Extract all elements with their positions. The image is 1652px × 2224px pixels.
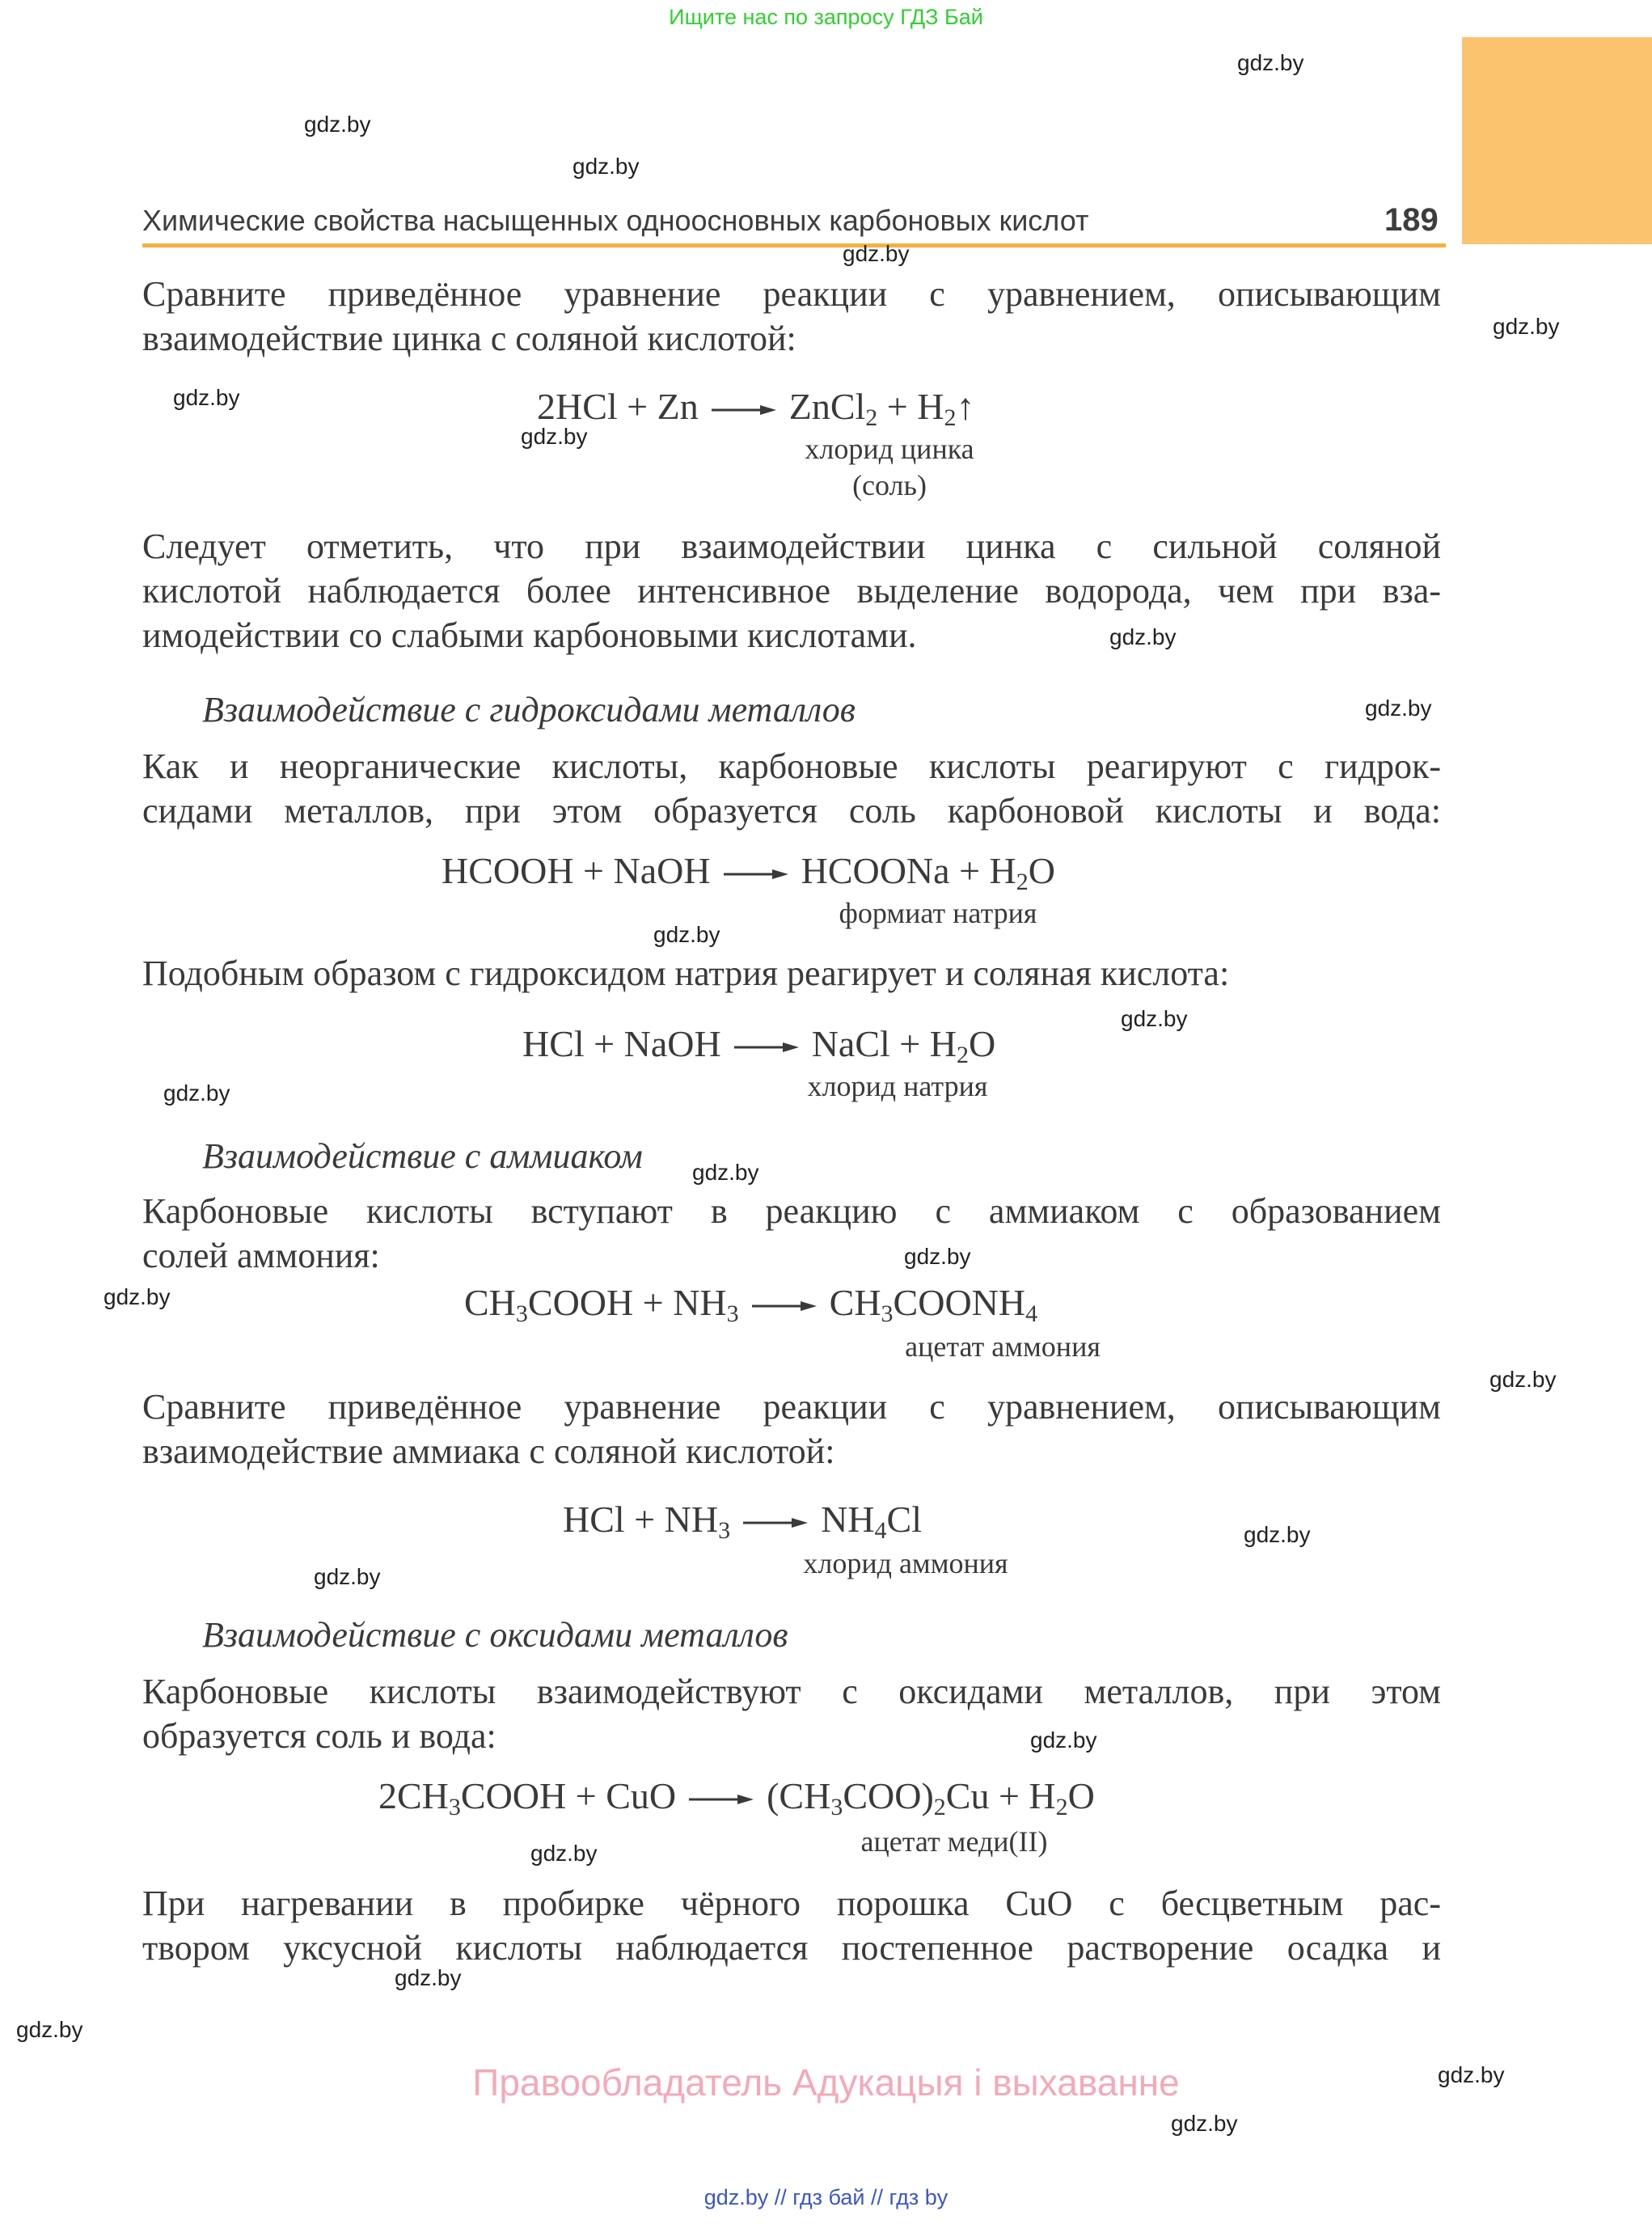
top-banner[interactable]: Ищите нас по запросу ГДЗ Бай [669, 5, 983, 29]
reaction-arrow-icon [724, 869, 788, 880]
paragraph-7-line-2: образуется соль и вода: [142, 1716, 496, 1756]
watermark: gdz.by [1109, 624, 1177, 649]
reaction-arrow-icon [743, 1517, 808, 1528]
paragraph-4: Подобным образом с гидроксидом натрия реагирует и соляная кислота: [142, 953, 1230, 993]
watermark: gdz.by [163, 1080, 230, 1106]
watermark: gdz.by [1121, 1006, 1188, 1031]
equation-hcl-ammonia: HCl + $NH_3$ $NH_4Cl$ [563, 1499, 922, 1544]
paragraph-2-line-3: имодействии со слабыми карбоновыми кислотами. [142, 615, 917, 655]
reaction-arrow-icon [734, 1042, 799, 1053]
paragraph-8-line-2: твором уксусной кислоты наблюдается постепенное растворение осадка и [142, 1928, 1441, 1968]
caption-ammonium-chloride: хлорид аммония [803, 1547, 1008, 1579]
watermark: gdz.by [16, 2017, 83, 2042]
equation-acetic-cuo: $2CH_3COOH$ + CuO $(CH_3COO)_2Cu + H_2O$ [378, 1775, 1095, 1820]
running-header-title: Химические свойства насыщенных одноосновных карбоновых кислот [142, 204, 1089, 237]
watermark: gdz.by [1030, 1727, 1097, 1753]
paragraph-1-line-2: взаимодействие цинка с соляной кислотой: [142, 319, 796, 358]
watermark: gdz.by [1438, 2062, 1505, 2087]
orange-corner-tab [1462, 37, 1652, 244]
bottom-site-links[interactable]: gdz.by // гдз бай // гдз by [703, 2185, 949, 2209]
watermark: gdz.by [521, 424, 588, 449]
watermark: gdz.by [104, 1284, 171, 1309]
section-heading-oxides: Взаимодействие с оксидами металлов [202, 1615, 788, 1655]
paragraph-8-line-1: При нагревании в пробирке чёрного порошка CuO с бесцветным рас- [142, 1884, 1441, 1923]
equation-zinc-hcl: 2HCl + Zn ZnCl$_2$ + $H_2↑$ [537, 386, 975, 431]
watermark: gdz.by [692, 1160, 759, 1185]
paragraph-7-line-1: Карбоновые кислоты взаимодействуют с оксидами металлов, при этом [142, 1672, 1441, 1711]
equation-acetic-ammonia: $CH_3COOH + NH_3$ $CH_3COONH_4$ [464, 1282, 1038, 1327]
watermark: gdz.by [1365, 696, 1432, 721]
header-rule [142, 243, 1446, 247]
paragraph-2-line-1: Следует отметить, что при взаимодействии цинка с сильной соляной [142, 526, 1441, 566]
paragraph-3-line-2: сидами металлов, при этом образуется соль карбоновой кислоты и вода: [142, 791, 1441, 831]
watermark: gdz.by [572, 154, 640, 179]
watermark: gdz.by [1489, 1367, 1557, 1392]
watermark: gdz.by [1244, 1522, 1311, 1547]
caption-sodium-formate: формиат натрия [839, 897, 1037, 929]
paragraph-6-line-2: взаимодействие аммиака с соляной кислотой: [142, 1431, 835, 1471]
caption-salt: (соль) [852, 469, 927, 501]
watermark: gdz.by [843, 241, 910, 266]
section-heading-hydroxides: Взаимодействие с гидроксидами металлов [202, 690, 856, 729]
watermark: gdz.by [314, 1564, 381, 1589]
watermark: gdz.by [653, 922, 720, 947]
paragraph-5-line-2: солей аммония: [142, 1236, 380, 1275]
paragraph-6-line-1: Сравните приведённое уравнение реакции с уравнением, описывающим [142, 1387, 1441, 1427]
paragraph-1-line-1: Сравните приведённое уравнение реакции с уравнением, описывающим [142, 274, 1441, 314]
caption-sodium-chloride: хлорид натрия [807, 1070, 988, 1102]
watermark: gdz.by [530, 1841, 598, 1866]
paragraph-5-line-1: Карбоновые кислоты вступают в реакцию с аммиаком с образованием [142, 1191, 1441, 1231]
gas-arrow-icon: ↑ [956, 386, 975, 427]
reaction-arrow-icon [752, 1300, 817, 1312]
caption-zinc-chloride: хлорид цинка [805, 433, 974, 465]
page-number: 189 [1384, 202, 1439, 238]
paragraph-3-line-1: Как и неорганические кислоты, карбоновые кислоты реагируют с гидрок- [142, 746, 1441, 786]
equation-hcl-naoh: HCl + NaOH NaCl + $H_2O$ [522, 1023, 996, 1068]
reaction-arrow-icon [689, 1794, 754, 1805]
equation-formic-naoh: HCOOH + NaOH HCOONa + $H_2O$ [442, 850, 1055, 895]
caption-ammonium-acetate: ацетат аммония [905, 1330, 1101, 1363]
watermark: gdz.by [304, 112, 371, 137]
copyright-owner-note: Правообладатель Адукацыя і выхаванне [472, 2061, 1180, 2103]
caption-copper-acetate: ацетат меди(II) [860, 1825, 1048, 1858]
watermark: gdz.by [173, 385, 240, 410]
watermark: gdz.by [1171, 2111, 1238, 2136]
section-heading-ammonia: Взаимодействие с аммиаком [202, 1136, 643, 1176]
paragraph-2-line-2: кислотой наблюдается более интенсивное выделение водорода, чем при вза- [142, 571, 1441, 611]
watermark: gdz.by [395, 1965, 462, 1990]
reaction-arrow-icon [712, 404, 776, 416]
watermark: gdz.by [904, 1244, 971, 1269]
watermark: gdz.by [1493, 314, 1560, 339]
watermark: gdz.by [1237, 50, 1304, 75]
